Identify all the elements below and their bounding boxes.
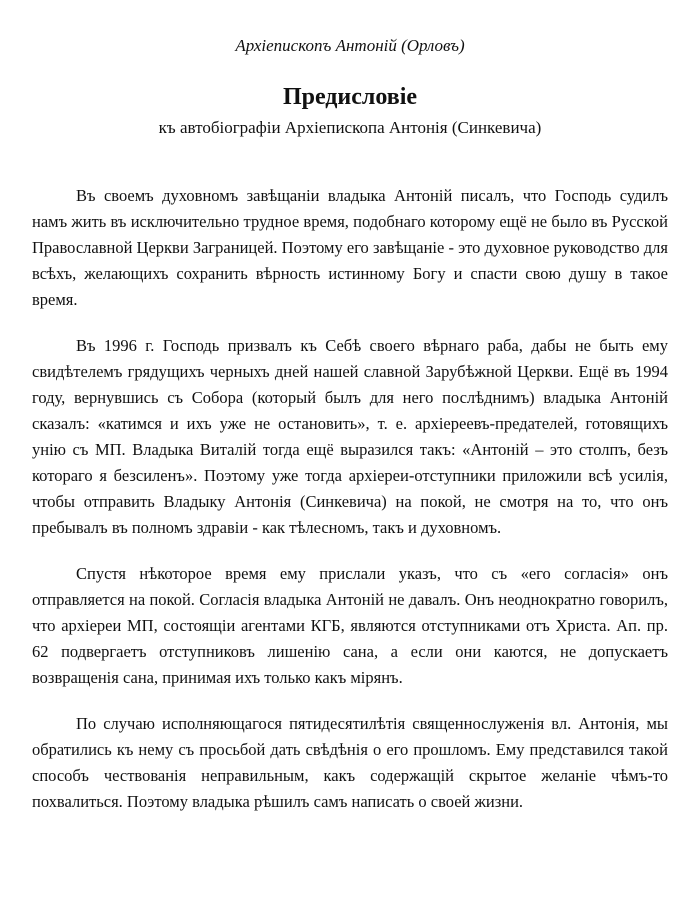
paragraph: Въ 1996 г. Господь призвалъ къ Себѣ своего вѣрнаго раба, дабы не быть ему свидѣтелемъ грядущихъ черныхъ дней нашей славной Зарубѣжной Церкви. Ещё въ 1994 году, вернувшись съ Собора (который былъ для него послѣднимъ) владыка Антоній сказалъ: «катимся и ихъ уже не остановить», т. е. архіереевъ-предателей, готовящихъ унію съ МП. Владыка Виталій тогда ещё выразился такъ: «Антоній – это столпъ, безъ котораго я безсиленъ». Поэтому уже тогда архіереи-отступники приложили всѣ усилія, чтобы отправить Владыку Антонія (Синкевича) на покой, не смотря на то, что онъ пребывалъ въ полномъ здравіи - как тѣлесномъ, такъ и духовномъ. <box>32 336 668 537</box>
document-subtitle: къ автобіографіи Архіепископа Антонія (Синкевича) <box>158 118 542 137</box>
document-title: Предисловіе <box>282 84 418 110</box>
paragraph: Спустя нѣкоторое время ему прислали указъ, что съ «его согласія» онъ отправляется на покой. Согласія владыка Антоній не давалъ. Онъ неоднократно говорилъ, что архіереи МП, состоящіи агентами КГБ, являются отступниками отъ Христа. Ап. пр. 62 подвергаетъ отступниковъ лишенію сана, а если они каются, не допускаетъ возвращенія сана, принимая ихъ только какъ мірянъ. <box>32 564 668 687</box>
paragraph: Въ своемъ духовномъ завѣщаніи владыка Антоній писалъ, что Господь судилъ намъ жить въ исключительно трудное время, подобнаго которому ещё не было въ Русской Православной Церкви Заграницей. Поэтому его завѣщаніе - это духовное руководство для всѣхъ, желающихъ сохранить вѣрность истинному Богу и спасти свою душу в такое время. <box>32 186 668 309</box>
author-line: Архіепископъ Антоній (Орловъ) <box>235 36 465 55</box>
paragraph: По случаю исполняющагося пятидесятилѣтія священнослуженія вл. Антонія, мы обратились къ нему съ просьбой дать свѣдѣнія о его прошломъ. Ему представился такой способъ чествованія неправильным, какъ содержащій скрытое желаніе чѣмъ-то похвалиться. Поэтому владыка рѣшилъ самъ написать о своей жизни. <box>32 714 668 811</box>
document-body <box>32 183 668 815</box>
